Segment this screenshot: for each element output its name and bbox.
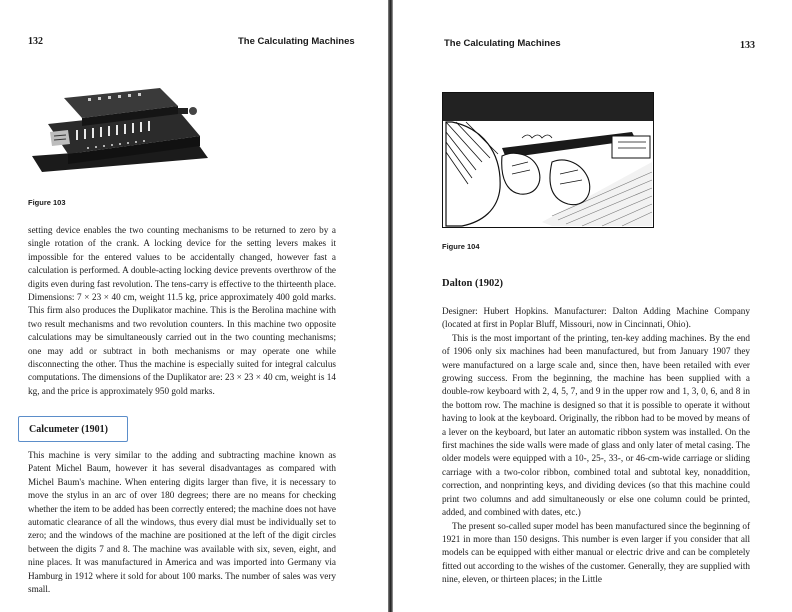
section-heading: Dalton (1902) xyxy=(442,278,503,289)
book-spine xyxy=(388,0,393,612)
section-heading: Calcumeter (1901) xyxy=(29,424,108,435)
body-paragraph: The present so-called super model has been manufactured since the beginning of 1921 in more than 150 designs. This number is even larger if you consider that all models can be equipped with either manual or electric drive and can be completely fitted out according to the wishes of the customer. Generally, they are supplied with nine, eleven, or thirteen places; in the Little xyxy=(442,520,750,585)
figure-104-illustration-image xyxy=(442,92,654,228)
body-paragraph: setting device enables the two counting mechanisms to be returned to zero by a single rotation of the crank. A locking device for the setting levers makes it impossible for the entered values to be accidentally changed, however fast a calculation is performed. A double-acting locking device prevents overthrow of the digits even during fast revolution. The tens-carry is effective to the thirteenth place. Dimensions: 7 × 23 × 40 cm, weight 11.5 kg, price approximately 400 gold marks. This firm also produces the Duplikator machine. This is the Berolina machine with two result mechanisms and two revolution counters. In this machine two opposite calculations may be simultaneously carried out in the two counting mechanisms; one may add or subtract in both mechanisms or may operate one while disconnecting the other. Thus the machine is especially suited for integral calculus computations. The dimensions of the Duplikator are: 23 × 23 × 40 cm, weight is 14 kg, and the price is approximately 950 gold marks. xyxy=(28,225,336,396)
figure-caption: Figure 104 xyxy=(442,242,480,251)
body-text-block xyxy=(28,449,336,596)
running-head: The Calculating Machines xyxy=(444,38,561,49)
right-page xyxy=(394,0,792,612)
figure-103-machine-image xyxy=(28,84,210,174)
figure-caption: Figure 103 xyxy=(28,198,66,207)
body-paragraph: This is the most important of the printing, ten-key adding machines. By the end of 1906 only six machines had been manufactured, but from January 1907 they were manufactured on a large scale and, since then, have been retailed with ever growing success. From the beginning, the machine has been supplied with a double-row keyboard with 2, 4, 5, 7, and 9 in the upper row and 1, 3, 0, 6, and 8 in the bottom row. The machine is designed so that it is possible to operate it without having to look at the keyboard. Originally, the ribbon had to be moved by means of a lever on the keyboard, but later an automatic ribbon system was installed. On the first machines the side walls were made of glass and only later of metal casing. The older models were equipped with a 10-, 25-, 33-, or 46-cm-wide carriage or sliding carriage with a two-color ribbon, combined total and subtotal key, nonaddition, correction, and nonprinting keys, and dividing devices (so that this machine could print two columns and add simultaneously or else one column could be printed, added, and combined with dates, etc.) xyxy=(442,332,750,518)
left-page xyxy=(0,0,388,612)
body-paragraph: Designer: Hubert Hopkins. Manufacturer: Dalton Adding Machine Company (located at first in Poplar Bluff, Missouri, now in Cincinnati, Ohio). xyxy=(442,306,750,330)
running-head: The Calculating Machines xyxy=(238,36,355,47)
page-number: 132 xyxy=(28,36,43,47)
section-heading-highlight xyxy=(18,416,128,442)
page-number: 133 xyxy=(740,40,755,51)
body-text-block xyxy=(442,305,750,587)
body-paragraph: This machine is very similar to the adding and subtracting machine known as Patent Michel Baum, however it has several disadvantages as compared with Michel Baum's machine. When entering digits larger than five, it is necessary to move the stylus in an arc of over 180 degrees; there are no means for checking whether the item to be added has been correctly entered; the machine does not have automatic clearance of all the windows, thus every dial must be individually set to zero; and the windows of the machine are positioned at the left of the digit circles between the digits 7 and 8. The machine was available with six, seven, eight, and nine places. It was manufactured in America and was imported into Germany via Hamburg in 1912 where it sold for about 100 marks. The number of sales was very small. xyxy=(28,450,336,595)
body-text-block xyxy=(28,224,336,398)
